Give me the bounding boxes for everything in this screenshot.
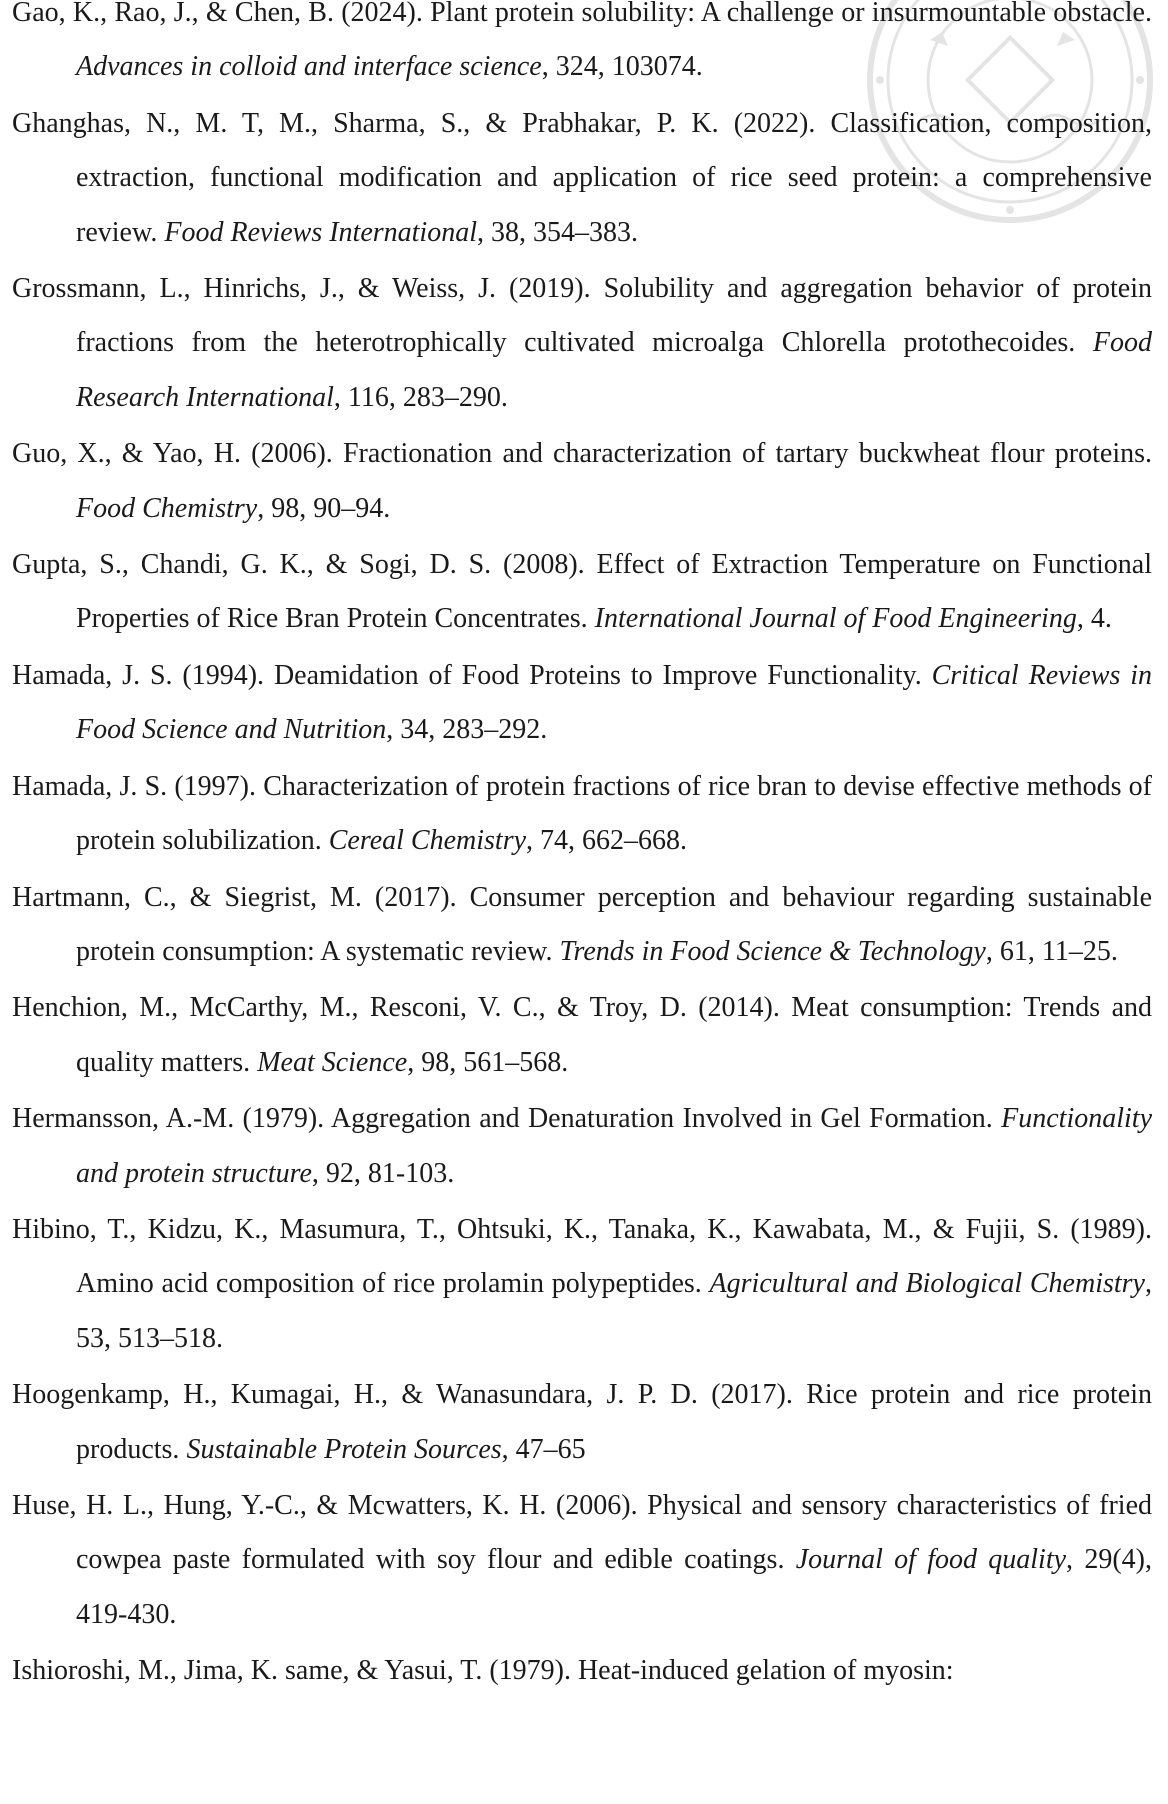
reference-entry [12,1092,1152,1201]
reference-entry [12,1203,1152,1366]
reference-text: Hartmann, C., & Siegrist, M. (2017). Consumer perception and behaviour regarding sustainable protein consumption: A systematic review. [12,881,1152,967]
journal-title: International Journal of Food Engineering [594,603,1077,635]
reference-text: Ishioroshi, M., Jima, K. same, & Yasui, T. (1979). Heat-induced gelation of myosin: [12,1655,954,1687]
reference-details: , 47–65 [501,1433,586,1465]
reference-details: , 116, 283–290. [333,381,508,413]
reference-entry [12,0,1152,95]
journal-title: Functionality and protein structure [76,1103,1152,1189]
reference-details: , 29(4), 419-430. [76,1544,1152,1630]
reference-entry [12,760,1152,869]
reference-text: Gupta, S., Chandi, G. K., & Sogi, D. S. (2008). Effect of Extraction Temperature on Functional Properties of Rice Bran Protein Concentrates. [12,549,1152,635]
journal-title: Food Chemistry [76,492,258,524]
reference-text: Gao, K., Rao, J., & Chen, B. (2024). Plant protein solubility: A challenge or insurmountable obstacle. [12,0,1152,28]
journal-title: Food Research International [76,327,1152,413]
reference-entry [12,649,1152,758]
reference-details: , 34, 283–292. [386,714,548,746]
journal-title: Journal of food quality [795,1544,1067,1576]
reference-text: Hibino, T., Kidzu, K., Masumura, T., Ohtsuki, K., Tanaka, K., Kawabata, M., & Fujii, S. (1989). Amino acid composition of rice prolamin polypeptides. [12,1213,1152,1300]
reference-text: Ghanghas, N., M. T, M., Sharma, S., & Prabhakar, P. K. (2022). Classification, composition, extraction, functional modification and application of rice seed protein: a comprehensive review. [12,107,1152,248]
journal-title: Agricultural and Biological Chemistry [709,1268,1145,1300]
reference-entry [12,427,1152,536]
journal-title: Cereal Chemistry [328,825,527,857]
reference-list [12,0,1152,1701]
reference-entry [12,871,1152,980]
reference-entry [12,97,1152,260]
journal-title: Advances in colloid and interface science [76,51,542,83]
journal-title: Sustainable Protein Sources [186,1433,502,1465]
reference-entry [12,1644,1152,1698]
reference-text: Hoogenkamp, H., Kumagai, H., & Wanasundara, J. P. D. (2017). Rice protein and rice protein products. [12,1379,1152,1465]
reference-entry [12,1479,1152,1642]
reference-text: Guo, X., & Yao, H. (2006). Fractionation and characterization of tartary buckwheat flour proteins. [12,438,1152,470]
reference-details: , 92, 81-103. [311,1157,455,1189]
reference-details: , 98, 90–94. [257,492,391,524]
reference-details: , 74, 662–668. [526,825,688,857]
reference-details: , 61, 11–25. [985,935,1118,967]
reference-text: Hamada, J. S. (1997). Characterization of protein fractions of rice bran to devise effective methods of protein solubilization. [12,770,1152,857]
reference-details: , 53, 513–518. [76,1268,1152,1354]
reference-entry [12,262,1152,425]
reference-details: , 38, 354–383. [476,216,638,248]
reference-text: Hermansson, A.-M. (1979). Aggregation and Denaturation Involved in Gel Formation. [12,1103,1002,1135]
reference-entry [12,981,1152,1090]
journal-title: Critical Reviews in Food Science and Nutrition [76,659,1153,746]
reference-details: , 4. [1076,603,1112,635]
reference-text: Hamada, J. S. (1994). Deamidation of Food Proteins to Improve Functionality. [12,659,932,691]
journal-title: Trends in Food Science & Technology [559,935,986,967]
reference-entry [12,538,1152,647]
reference-text: Henchion, M., McCarthy, M., Resconi, V. C., & Troy, D. (2014). Meat consumption: Trends and quality matters. [12,992,1152,1078]
journal-title: Food Reviews International [164,216,477,248]
reference-details: , 98, 561–568. [407,1046,569,1078]
journal-title: Meat Science [257,1046,408,1078]
reference-text: Huse, H. L., Hung, Y.-C., & Mcwatters, K. H. (2006). Physical and sensory characteristics of fried cowpea paste formulated with soy flour and edible coatings. [12,1489,1152,1576]
reference-text: Grossmann, L., Hinrichs, J., & Weiss, J. (2019). Solubility and aggregation behavior of protein fractions from the heterotrophically cultivated microalga Chlorella protothecoides. [12,273,1152,359]
reference-details: , 324, 103074. [541,51,703,83]
reference-entry [12,1368,1152,1477]
